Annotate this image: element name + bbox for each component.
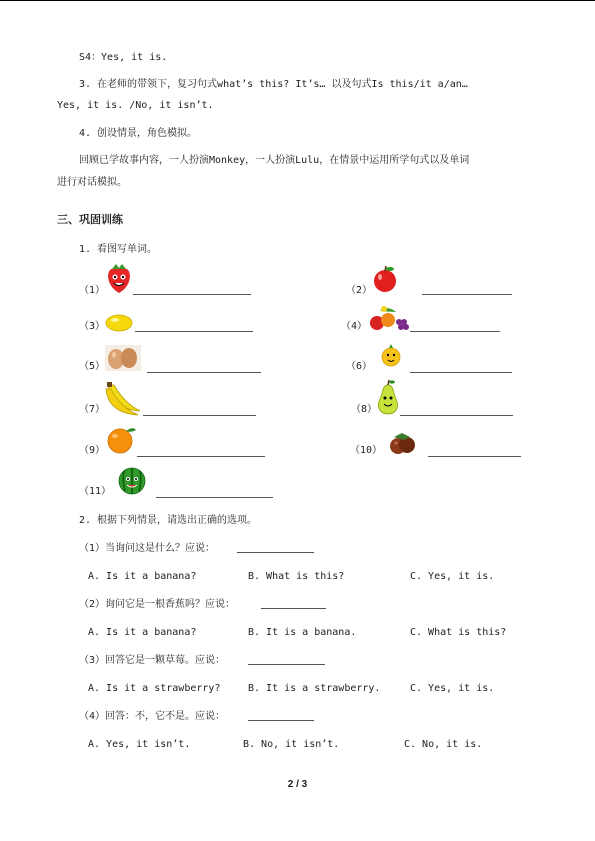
pic-label-8: （8） [351, 404, 378, 415]
q2-answer-blank-2[interactable] [261, 608, 326, 609]
q2-3-option-a[interactable]: A. Is it a strawberry? [88, 683, 221, 694]
pic-label-1: （1） [79, 285, 106, 296]
chestnut-icon [388, 431, 418, 457]
q2-answer-blank-4[interactable] [248, 720, 314, 721]
q2-4-option-b[interactable]: B. No, it isn’t. [243, 739, 340, 750]
answer-blank-5[interactable] [147, 372, 261, 373]
answer-blank-9[interactable] [137, 456, 265, 457]
pic-label-7: （7） [79, 404, 106, 415]
answer-blank-1[interactable] [133, 294, 251, 295]
q2-answer-blank-1[interactable] [237, 552, 314, 553]
step-4-detail-line-1: 回顾已学故事内容，一人扮演Monkey，一人扮演Lulu，在情景中运用所学句式以及单词 [79, 155, 470, 166]
pic-label-4: （4） [341, 321, 368, 332]
answer-blank-10[interactable] [428, 456, 521, 457]
section-title: 三、巩固训练 [57, 213, 123, 226]
orange-face-icon [380, 343, 402, 369]
answer-blank-8[interactable] [400, 415, 513, 416]
orange-icon [106, 426, 138, 454]
eggs-icon [105, 345, 141, 371]
pic-label-5: （5） [79, 361, 106, 372]
q2-4-option-a[interactable]: A. Yes, it isn’t. [88, 739, 191, 750]
apple-icon [371, 265, 399, 293]
watermelon-icon [116, 465, 148, 495]
q2-answer-blank-3[interactable] [248, 664, 325, 665]
strawberry-icon [104, 263, 134, 295]
answer-blank-6[interactable] [410, 372, 512, 373]
answer-blank-7[interactable] [143, 415, 256, 416]
fruit-basket-icon [368, 303, 412, 333]
answer-blank-11[interactable] [156, 497, 273, 498]
q2-2-option-a[interactable]: A. Is it a banana? [88, 627, 197, 638]
question-2-title: 2. 根据下列情景，请选出正确的选项。 [79, 515, 258, 526]
step-3-line-1: 3. 在老师的带领下，复习句式what’s this? It’s… 以及句式Is this/it a/an… [79, 79, 468, 90]
lemon-icon [104, 313, 134, 333]
q2-prompt-3: （3）回答它是一颗草莓。应说： [79, 655, 226, 666]
q2-prompt-2: （2）询问它是一根香蕉吗？应说： [79, 599, 236, 610]
dialog-line-s4: S4：Yes, it is. [79, 52, 168, 63]
q2-1-option-c[interactable]: C. Yes, it is. [410, 571, 495, 582]
page-number: 2 / 3 [287, 779, 308, 790]
pic-label-3: （3） [79, 321, 106, 332]
pic-label-2: （2） [346, 285, 373, 296]
q2-1-option-b[interactable]: B. What is this? [248, 571, 345, 582]
question-1-title: 1. 看图写单词。 [79, 244, 158, 255]
step-3-line-2: Yes, it is. /No, it isn’t. [57, 100, 214, 111]
step-4: 4. 创设情景，角色模拟。 [79, 128, 198, 139]
pic-label-9: （9） [79, 445, 106, 456]
pic-label-6: （6） [346, 361, 373, 372]
q2-3-option-c[interactable]: C. Yes, it is. [410, 683, 495, 694]
banana-icon [104, 381, 144, 417]
header-rule [0, 0, 595, 1]
q2-prompt-1: （1）当询问这是什么？应说： [79, 543, 216, 554]
q2-3-option-b[interactable]: B. It is a strawberry. [248, 683, 381, 694]
answer-blank-4[interactable] [410, 331, 500, 332]
q2-4-option-c[interactable]: C. No, it is. [404, 739, 483, 750]
q2-2-option-c[interactable]: C. What is this? [410, 627, 507, 638]
answer-blank-3[interactable] [135, 331, 253, 332]
q2-1-option-a[interactable]: A. Is it a banana? [88, 571, 197, 582]
q2-prompt-4: （4）回答：不，它不是。应说： [79, 711, 226, 722]
pic-label-10: （10） [350, 445, 383, 456]
pear-icon [374, 379, 402, 415]
step-4-detail-line-2: 进行对话模拟。 [57, 177, 127, 188]
pic-label-11: （11） [79, 486, 112, 497]
answer-blank-2[interactable] [422, 294, 512, 295]
q2-2-option-b[interactable]: B. It is a banana. [248, 627, 357, 638]
